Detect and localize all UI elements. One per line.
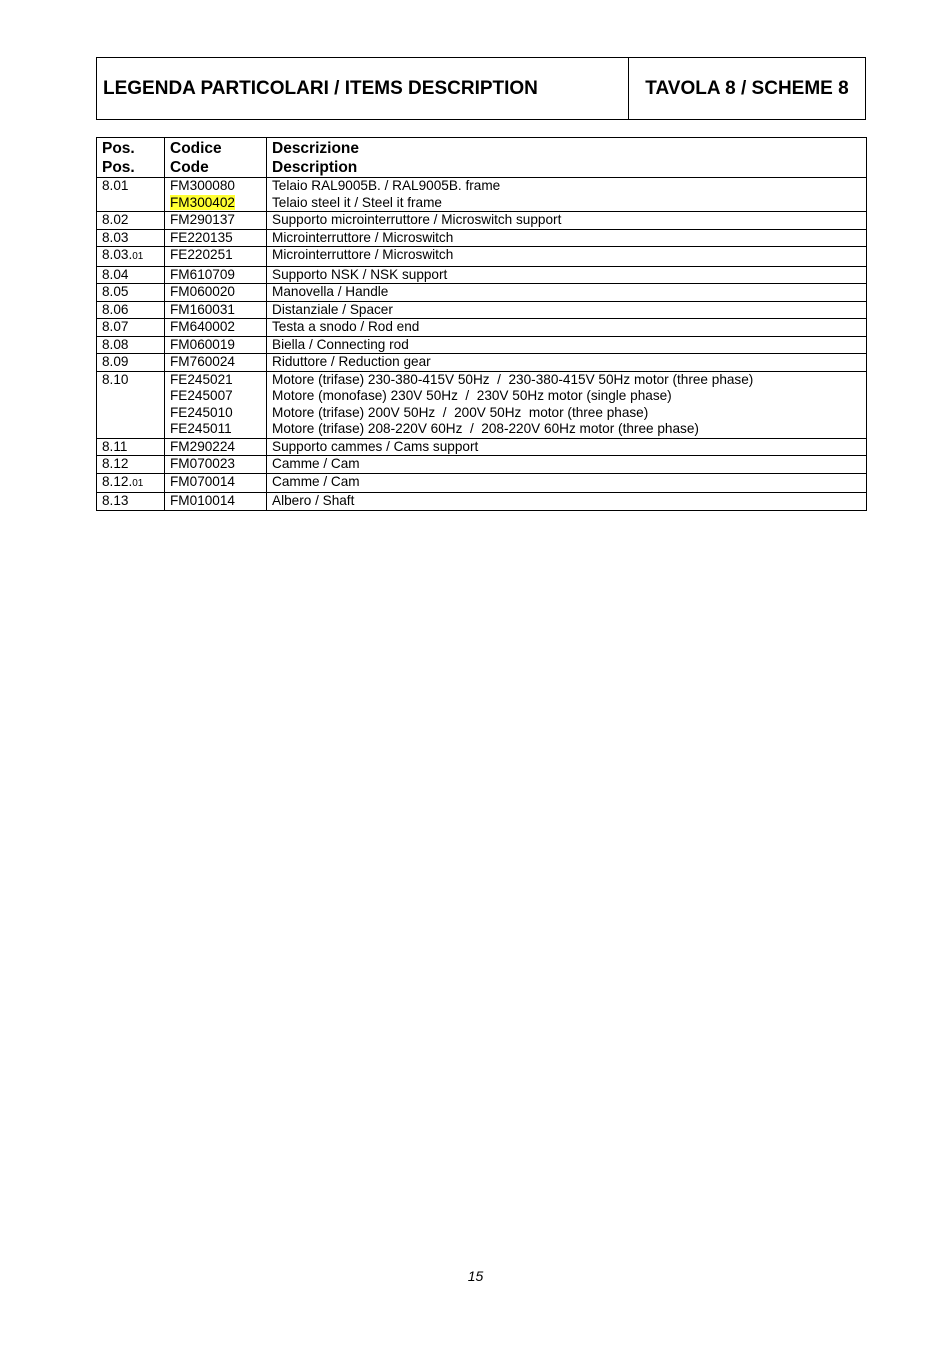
code-line	[170, 337, 261, 354]
part-code: FE245021	[170, 371, 233, 387]
header-description: Descrizione Description	[267, 138, 867, 178]
code-line	[170, 439, 261, 456]
code-line	[170, 302, 261, 319]
code-line	[170, 493, 261, 510]
code-line	[170, 212, 261, 229]
table-header-row	[97, 138, 867, 178]
cell-code	[165, 473, 267, 493]
code-line	[170, 247, 261, 264]
code-line	[170, 421, 261, 438]
code-line	[170, 178, 261, 195]
table-row	[97, 319, 867, 337]
cell-code	[165, 247, 267, 267]
cell-description	[267, 301, 867, 319]
code-line	[170, 230, 261, 247]
table-body	[97, 178, 867, 511]
header-box	[96, 57, 866, 120]
code-line	[170, 474, 261, 491]
cell-description	[267, 438, 867, 456]
part-code: FM060019	[170, 336, 235, 352]
description-line: Microinterruttore / Microswitch	[272, 229, 454, 245]
cell-description	[267, 354, 867, 372]
cell-code	[165, 178, 267, 212]
cell-code	[165, 319, 267, 337]
cell-pos	[97, 284, 165, 302]
pos-suffix: 01	[132, 477, 144, 489]
pos-number: 8.09	[102, 354, 129, 369]
pos-number: 8.12	[102, 456, 129, 471]
description-line: Albero / Shaft	[272, 493, 355, 508]
cell-description	[267, 473, 867, 493]
pos-number: 8.06	[102, 301, 129, 317]
pos-number: 8.03.	[102, 247, 133, 262]
cell-pos	[97, 266, 165, 284]
cell-code	[165, 229, 267, 247]
code-line	[170, 195, 261, 212]
scheme-label: TAVOLA 8 / SCHEME 8	[645, 77, 849, 99]
cell-description	[267, 493, 867, 511]
part-code: FM070023	[170, 456, 235, 471]
pos-number: 8.13	[102, 493, 129, 508]
cell-description	[267, 229, 867, 247]
code-line	[170, 267, 261, 284]
table-row	[97, 473, 867, 493]
cell-code	[165, 371, 267, 438]
code-line	[170, 456, 261, 473]
description-line: Biella / Connecting rod	[272, 336, 409, 352]
part-code: FM060020	[170, 284, 235, 299]
cell-pos	[97, 212, 165, 230]
cell-pos	[97, 493, 165, 511]
description-line: Motore (trifase) 208-220V 60Hz / 208-220V 60Hz motor (three phase)	[272, 421, 699, 436]
description-line: Supporto microinterruttore / Microswitch support	[272, 212, 562, 227]
pos-number: 8.02	[102, 212, 129, 227]
cell-code	[165, 354, 267, 372]
page-number: 15	[467, 1268, 484, 1284]
part-code: FE220251	[170, 247, 233, 262]
cell-pos	[97, 438, 165, 456]
cell-pos	[97, 354, 165, 372]
part-code: FM300402	[170, 194, 235, 210]
pos-number: 8.05	[102, 284, 129, 299]
table-row	[97, 247, 867, 267]
cell-pos	[97, 371, 165, 438]
part-code: FM010014	[170, 493, 235, 508]
part-code: FM610709	[170, 266, 235, 282]
part-code: FM760024	[170, 354, 235, 369]
cell-pos	[97, 247, 165, 267]
cell-pos	[97, 473, 165, 493]
part-code: FE245010	[170, 404, 233, 420]
table-row	[97, 266, 867, 284]
pos-number: 8.01	[102, 178, 129, 193]
cell-description	[267, 336, 867, 354]
pos-suffix: 01	[132, 251, 144, 262]
description-line: Camme / Cam	[272, 473, 360, 489]
pos-number: 8.03	[102, 229, 129, 245]
document-title: LEGENDA PARTICOLARI / ITEMS DESCRIPTION	[97, 58, 629, 119]
description-line: Distanziale / Spacer	[272, 301, 393, 317]
part-code: FE220135	[170, 229, 233, 245]
cell-description	[267, 178, 867, 212]
cell-pos	[97, 229, 165, 247]
table-row	[97, 178, 867, 212]
table-row	[97, 284, 867, 302]
cell-pos	[97, 301, 165, 319]
description-line: Motore (trifase) 200V 50Hz / 200V 50Hz motor (three phase)	[272, 404, 649, 420]
description-line: Motore (trifase) 230-380-415V 50Hz / 230-380-415V 50Hz motor (three phase)	[272, 371, 754, 387]
part-code: FM160031	[170, 301, 235, 317]
cell-code	[165, 336, 267, 354]
part-code: FM290224	[170, 438, 235, 454]
cell-code	[165, 301, 267, 319]
table-row	[97, 336, 867, 354]
part-code: FM300080	[170, 178, 235, 193]
table-row	[97, 438, 867, 456]
pos-number: 8.08	[102, 336, 129, 352]
pos-number: 8.12.	[102, 473, 133, 489]
table-row	[97, 229, 867, 247]
cell-pos	[97, 319, 165, 337]
description-line: Supporto NSK / NSK support	[272, 266, 448, 282]
cell-code	[165, 456, 267, 474]
code-line	[170, 284, 261, 301]
part-code: FE245007	[170, 388, 233, 403]
part-code: FM640002	[170, 319, 235, 334]
code-line	[170, 388, 261, 405]
cell-pos	[97, 178, 165, 212]
description-line: Supporto cammes / Cams support	[272, 438, 479, 454]
pos-number: 8.11	[102, 438, 128, 454]
cell-description	[267, 212, 867, 230]
cell-description	[267, 284, 867, 302]
table-row	[97, 354, 867, 372]
table-row	[97, 371, 867, 438]
description-line: Telaio steel it / Steel it frame	[272, 194, 442, 210]
table-row	[97, 301, 867, 319]
cell-code	[165, 493, 267, 511]
items-table	[96, 137, 867, 511]
cell-code	[165, 266, 267, 284]
part-code: FE245011	[170, 421, 232, 436]
part-code: FM070014	[170, 473, 235, 489]
pos-number: 8.07	[102, 319, 129, 334]
header-pos: Pos. Pos.	[97, 138, 165, 178]
code-line	[170, 319, 261, 336]
cell-pos	[97, 336, 165, 354]
header-code: Codice Code	[165, 138, 267, 178]
cell-code	[165, 438, 267, 456]
table-row	[97, 493, 867, 511]
table-row	[97, 456, 867, 474]
code-line	[170, 405, 261, 422]
description-line: Telaio RAL9005B. / RAL9005B. frame	[272, 178, 501, 193]
description-line: Riduttore / Reduction gear	[272, 354, 431, 369]
part-code: FM290137	[170, 212, 235, 227]
cell-pos	[97, 456, 165, 474]
cell-code	[165, 212, 267, 230]
description-line: Camme / Cam	[272, 456, 360, 471]
code-line	[170, 372, 261, 389]
table-row	[97, 212, 867, 230]
cell-code	[165, 284, 267, 302]
code-line	[170, 354, 261, 371]
description-line: Testa a snodo / Rod end	[272, 319, 420, 334]
description-line: Microinterruttore / Microswitch	[272, 247, 454, 262]
cell-description	[267, 319, 867, 337]
cell-description	[267, 266, 867, 284]
pos-number: 8.04	[102, 266, 129, 282]
pos-number: 8.10	[102, 371, 129, 387]
description-line: Motore (monofase) 230V 50Hz / 230V 50Hz motor (single phase)	[272, 388, 672, 403]
cell-description	[267, 456, 867, 474]
cell-description	[267, 371, 867, 438]
description-line: Manovella / Handle	[272, 284, 389, 299]
cell-description	[267, 247, 867, 267]
